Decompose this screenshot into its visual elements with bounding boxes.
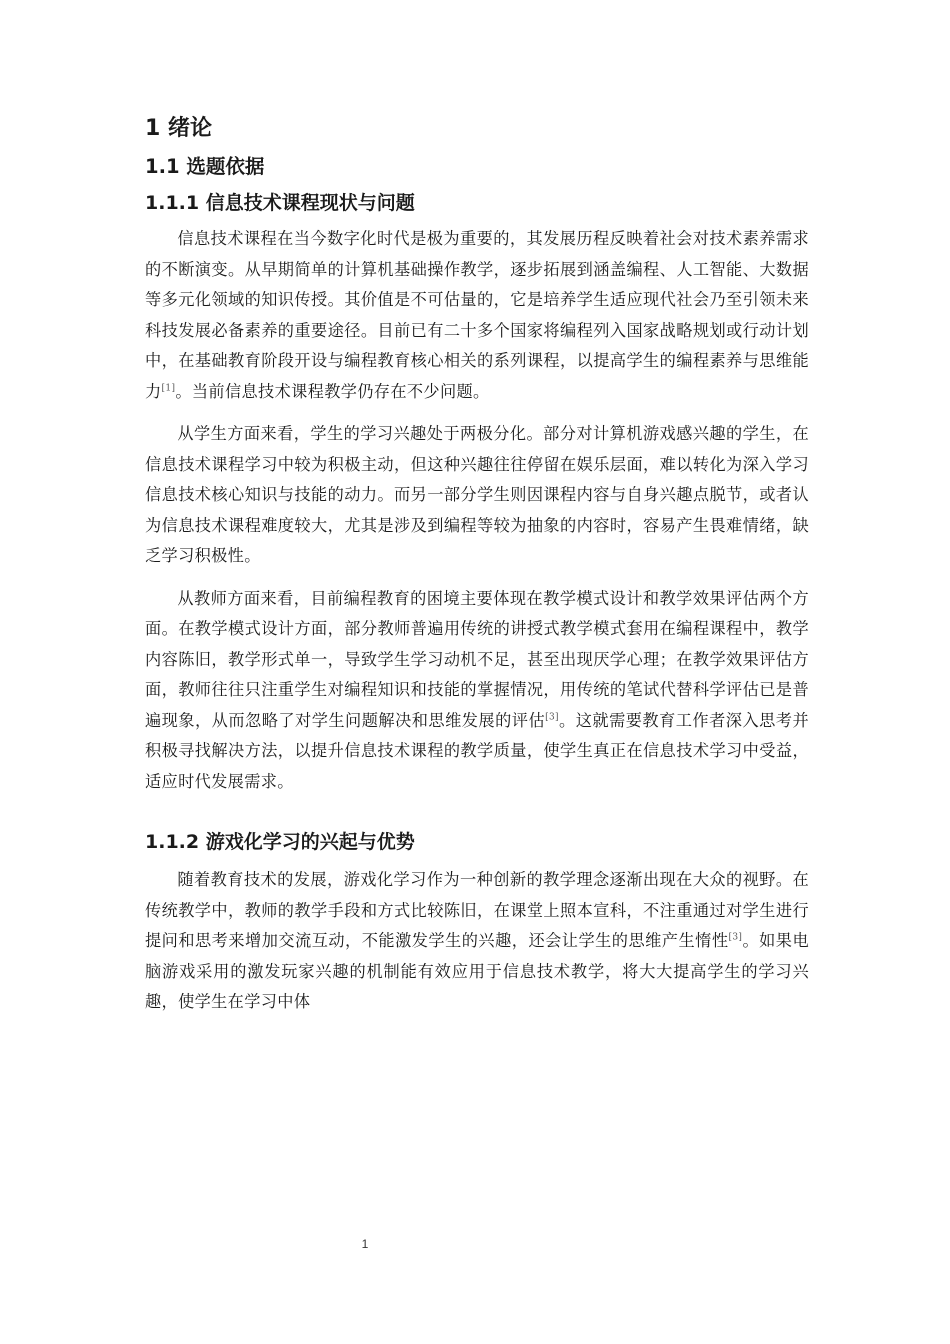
paragraph-1 (145, 224, 809, 407)
paragraph-3-tail: 。这就需要教育工作者深入思考并积极寻找解决方法，以提升信息技术课程的教学质量，使学生真正在信息技术学习中受益，适应时代发展需求。 (145, 710, 809, 791)
paragraph-3-text: 从教师方面来看，目前编程教育的困境主要体现在教学模式设计和教学效果评估两个方面。在教学模式设计方面，部分教师普遍用传统的讲授式教学模式套用在编程课程中，教学内容陈旧，教学形式单一，导致学生学习动机不足，甚至出现厌学心理；在教学效果评估方面，教师往往只注重学生对编程知识和技能的掌握情况，用传统的笔试代替科学评估已是普遍现象，从而忽略了对学生问题解决和思维发展的评估 (145, 588, 809, 730)
page-number: 1 (361, 1237, 369, 1251)
paragraph-3 (145, 584, 809, 798)
citation-ref: [3] (545, 712, 559, 723)
subsection-heading-1-1-2: 1.1.2 游戏化学习的兴起与优势 (145, 831, 415, 853)
citation-ref: [3] (728, 932, 743, 943)
paragraph-2: 从学生方面来看，学生的学习兴趣处于两极分化。部分对计算机游戏感兴趣的学生，在信息技术课程学习中较为积极主动，但这种兴趣往往停留在娱乐层面，难以转化为深入学习信息技术核心知识与技能的动力。而另一部分学生则因课程内容与自身兴趣点脱节，或者认为信息技术课程难度较大，尤其是涉及到编程等较为抽象的内容时，容易产生畏难情绪，缺乏学习积极性。 (145, 424, 809, 565)
subsection-heading-1-1-1: 1.1.1 信息技术课程现状与问题 (145, 192, 415, 214)
chapter-heading: 1 绪论 (145, 116, 212, 141)
paragraph-4-text: 随着教育技术的发展，游戏化学习作为一种创新的教学理念逐渐出现在大众的视野。在传统教学中，教师的教学手段和方式比较陈旧，在课堂上照本宣科，不注重通过对学生进行提问和思考来增加交流互动，不能激发学生的兴趣，还会让学生的思维产生惰性 (145, 870, 809, 950)
paragraph-1-tail: 。当前信息技术课程教学仍存在不少问题。 (175, 381, 490, 401)
paragraph-4-tail: 。如果电脑游戏采用的激发玩家兴趣的机制能有效应用于信息技术教学，将大大提高学生的学习兴趣，使学生在学习中体 (145, 931, 809, 1011)
paragraph-4 (145, 865, 809, 1018)
page-body (145, 112, 809, 1030)
paragraph-1-text: 信息技术课程在当今数字化时代是极为重要的，其发展历程反映着社会对技术素养需求的不断演变。从早期简单的计算机基础操作教学，逐步拓展到涵盖编程、人工智能、大数据等多元化领域的知识传授。其价值是不可估量的，它是培养学生适应现代社会乃至引领未来科技发展必备素养的重要途径。目前已有二十多个国家将编程列入国家战略规划或行动计划中，在基础教育阶段开设与编程教育核心相关的系列课程，以提高学生的编程素养与思维能力 (145, 229, 809, 401)
section-heading: 1.1 选题依据 (145, 155, 265, 178)
citation-ref: [1] (161, 383, 176, 394)
